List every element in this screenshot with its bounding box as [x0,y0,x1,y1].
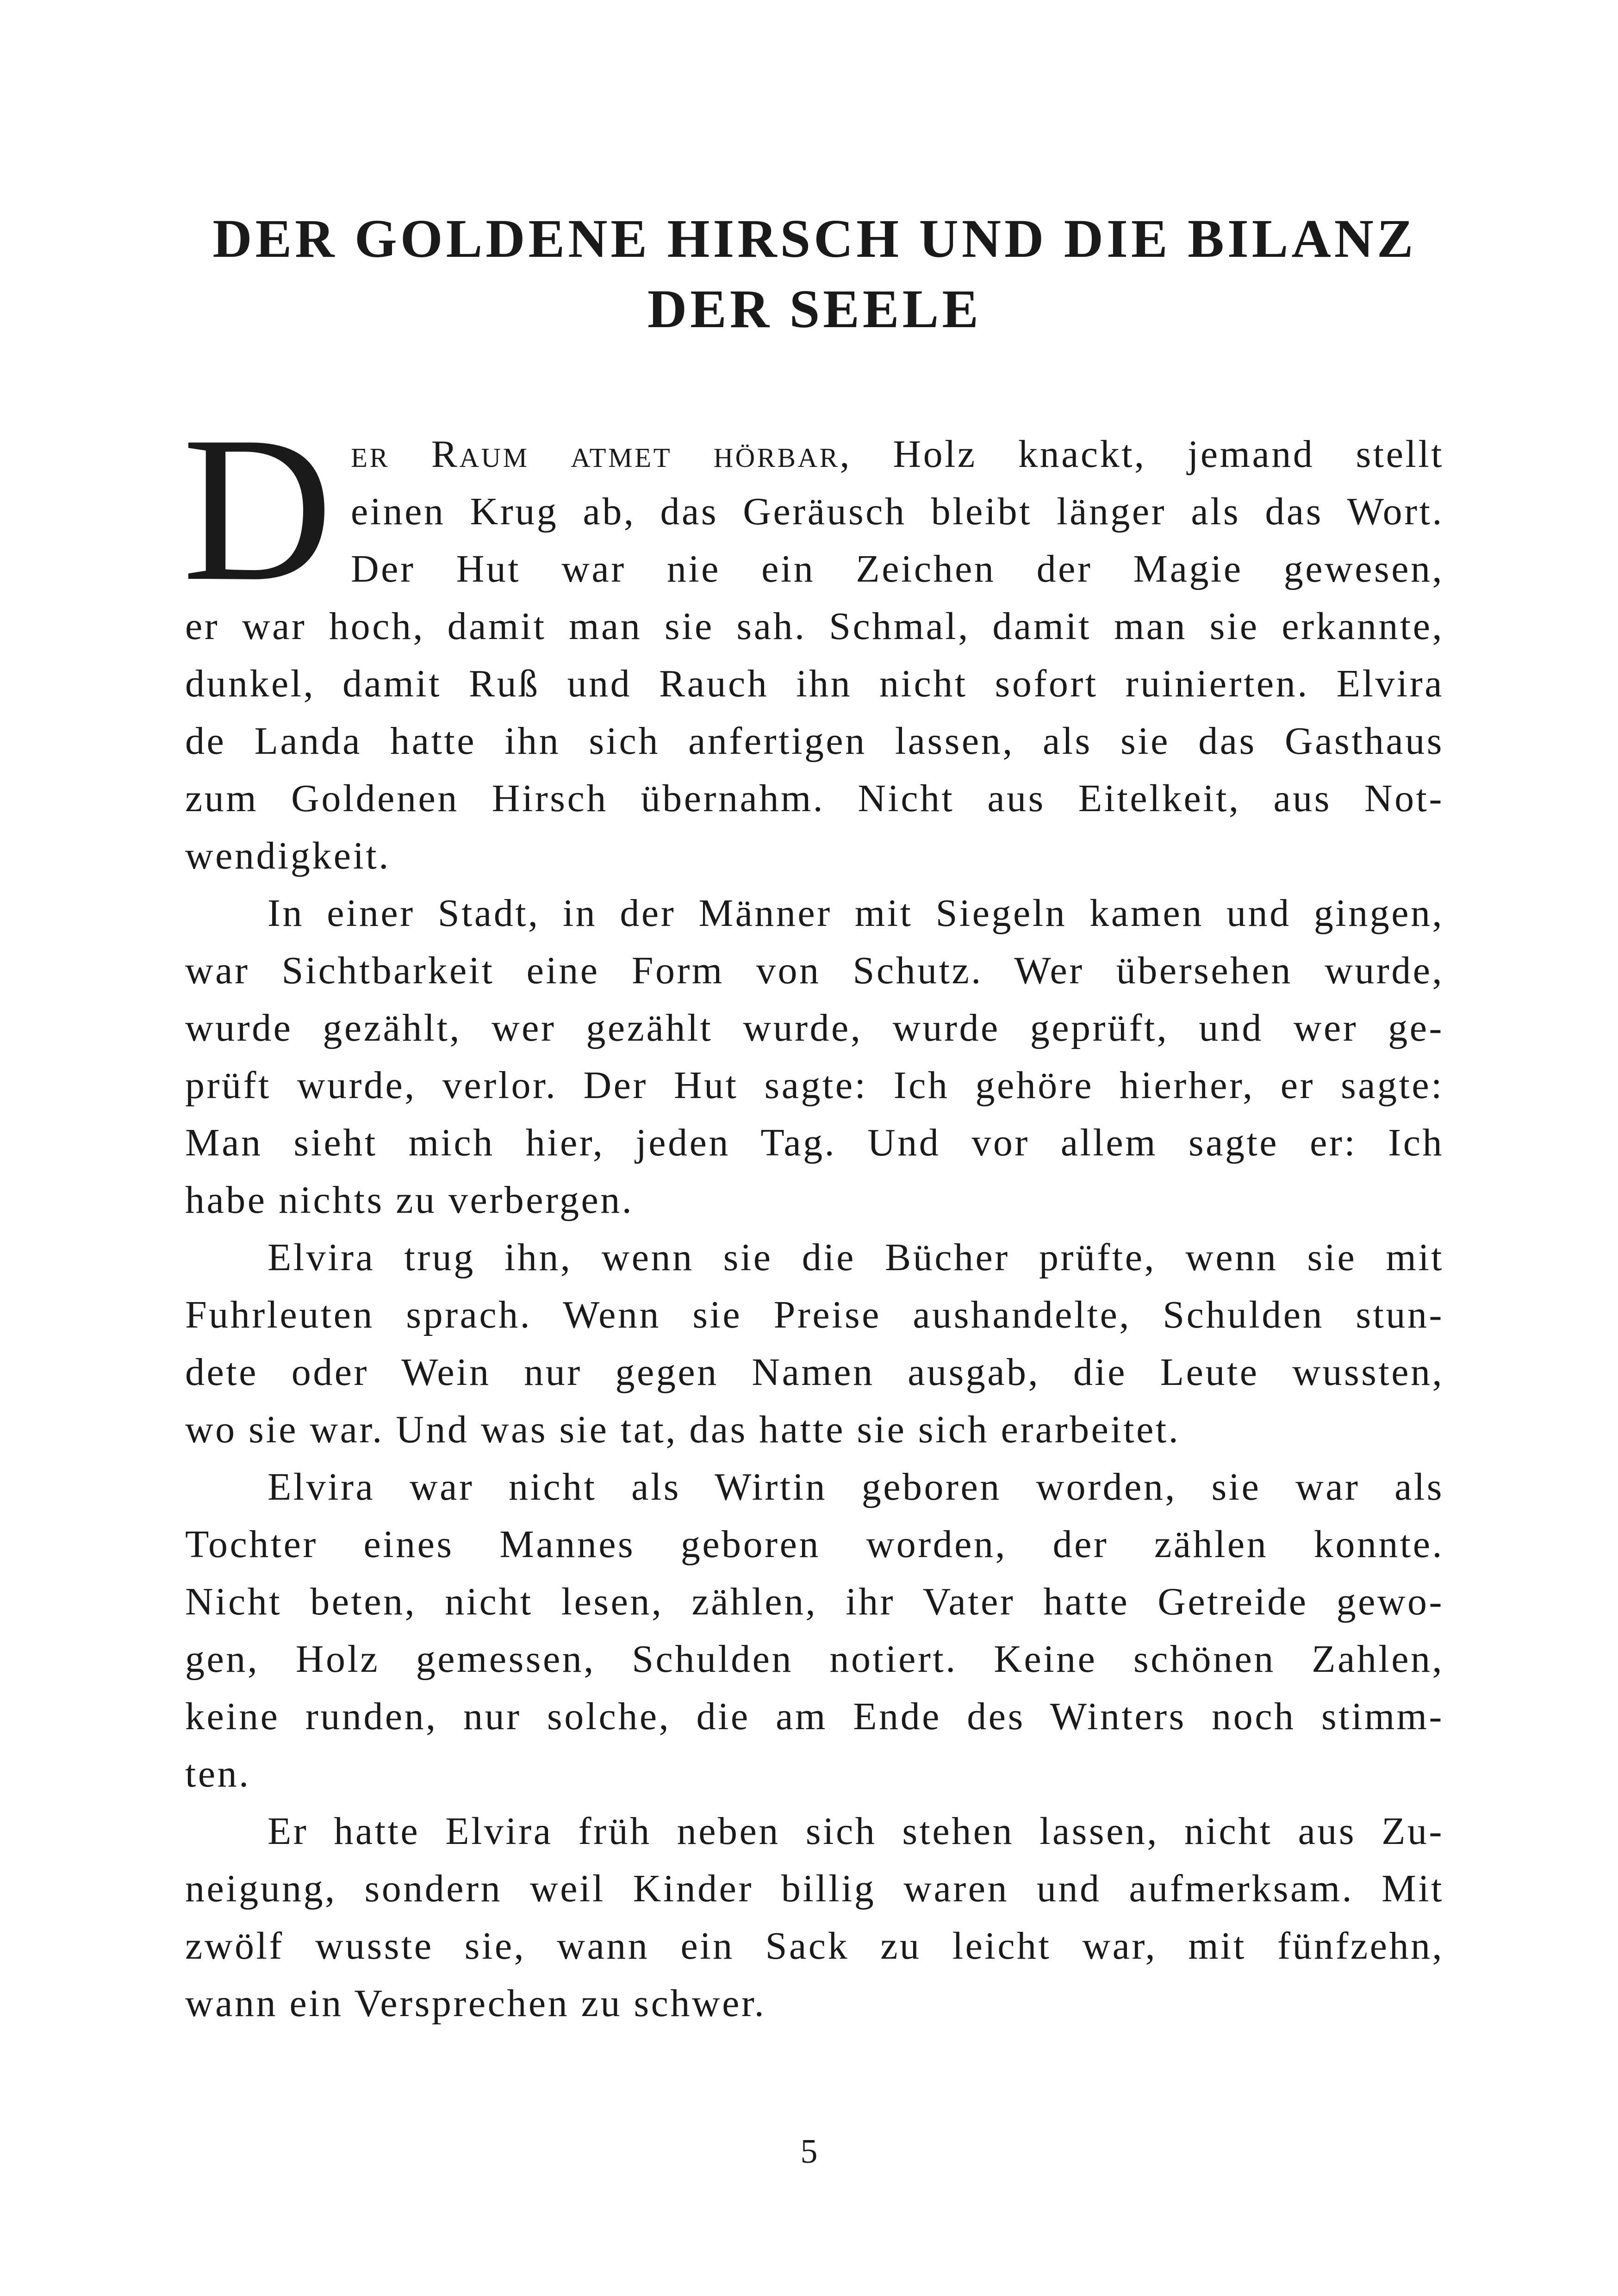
text-line: de Landa hatte ihn sich anfertigen lassen, als sie das Gasthaus [185,720,1444,763]
opening-line [185,426,1444,483]
drop-cap: D [182,394,335,624]
text-line: Er hatte Elvira früh neben sich stehen lassen, nicht aus Zu- [268,1810,1444,1853]
text-line: wurde gezählt, wer gezählt wurde, wurde geprüft, und wer ge- [185,1006,1444,1049]
chapter-title-line: DER SEELE [647,279,982,339]
text-line: ten. [185,1752,251,1795]
text-line: neigung, sondern weil Kinder billig waren und aufmerksam. Mit [185,1867,1444,1910]
text-line: Elvira war nicht als Wirtin geboren worden, sie war als [268,1465,1444,1508]
text-line: er war hoch, damit man sie sah. Schmal, damit man sie erkannte, [185,605,1444,648]
text-line: wo sie war. Und was sie tat, das hatte sie sich erarbeitet. [185,1408,1181,1451]
text-line: dunkel, damit Ruß und Rauch ihn nicht sofort ruinierten. Elvira [185,662,1444,705]
small-caps-lead: er Raum atmet hörbar [351,433,840,476]
text-line: Elvira trug ihn, wenn sie die Bücher prüfte, wenn sie mit [268,1236,1444,1279]
text-line: Der Hut war nie ein Zeichen der Magie gewesen, [351,547,1444,590]
page-number: 5 [800,2133,818,2171]
text-line: zwölf wusste sie, wann ein Sack zu leicht war, mit fünfzehn, [185,1924,1444,1967]
text-line: habe nichts zu verbergen. [185,1179,634,1222]
text-line: wendigkeit. [185,834,391,877]
text-line: Tochter eines Mannes geboren worden, der zählen konnte. [185,1523,1444,1566]
text-line: dete oder Wein nur gegen Namen ausgab, die Leute wussten, [185,1351,1444,1394]
text-line: keine runden, nur solche, die am Ende des Winters noch stimm- [185,1695,1444,1738]
chapter-body [182,394,1444,2032]
text-line: In einer Stadt, in der Männer mit Siegeln kamen und gingen, [268,892,1444,935]
opening-line-rest: , Holz knackt, jemand stellt [840,433,1444,476]
paragraph-container [185,540,1444,2032]
chapter-title-line: DER GOLDENE HIRSCH UND DIE BILANZ [212,208,1417,269]
text-line: Fuhrleuten sprach. Wenn sie Preise aushandelte, Schulden stun- [185,1293,1444,1336]
text-line: zum Goldenen Hirsch übernahm. Nicht aus Eitelkeit, aus Not- [185,777,1444,820]
text-line: Man sieht mich hier, jeden Tag. Und vor allem sagte er: Ich [185,1121,1444,1164]
text-line: prüft wurde, verlor. Der Hut sagte: Ich gehöre hierher, er sagte: [185,1064,1444,1107]
text-line: wann ein Versprechen zu schwer. [185,1982,766,2025]
text-line: Nicht beten, nicht lesen, zählen, ihr Vater hatte Getreide gewo- [185,1580,1444,1623]
text-line: gen, Holz gemessen, Schulden notiert. Keine schönen Zahlen, [185,1638,1444,1681]
opening-line: einen Krug ab, das Geräusch bleibt länger als das Wort. [351,490,1444,533]
text-line: war Sichtbarkeit eine Form von Schutz. Wer übersehen wurde, [185,949,1444,992]
chapter-title [185,204,1444,344]
